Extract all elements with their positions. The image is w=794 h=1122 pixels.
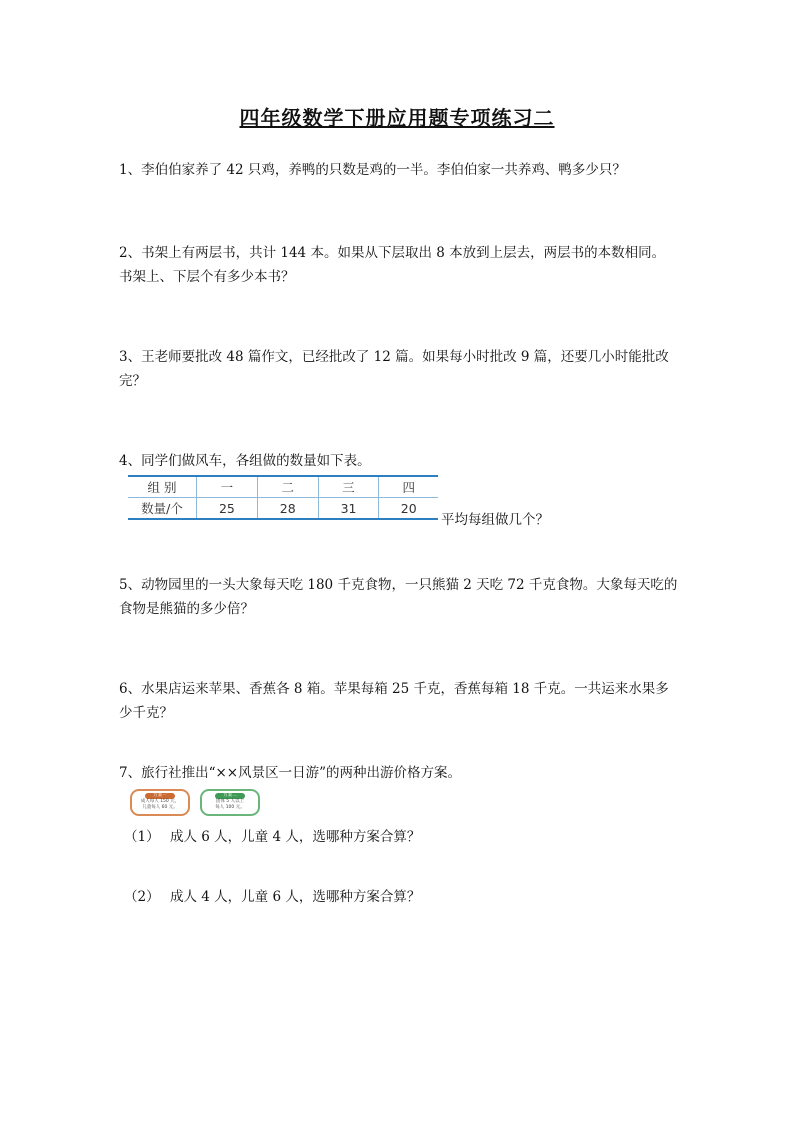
table-row bbox=[128, 498, 438, 520]
question-5 bbox=[119, 573, 689, 621]
price-plan-card-2 bbox=[200, 789, 260, 816]
table-cell: 组 别 bbox=[128, 476, 197, 498]
question-2-line-1: 2、书架上有两层书，共计 144 本。如果从下层取出 8 本放到上层去，两层书的本数相同。 bbox=[119, 245, 666, 261]
part-number: （1） bbox=[124, 829, 160, 845]
question-5-line-1: 5、动物园里的一头大象每天吃 180 千克食物，一只熊猫 2 天吃 72 千克食物。大象每天吃的 bbox=[119, 577, 678, 593]
question-6-line-2: 少千克？ bbox=[119, 705, 173, 721]
part-text: 成人 6 人，儿童 4 人，选哪种方案合算？ bbox=[170, 829, 421, 845]
table-cell: 四 bbox=[379, 476, 438, 498]
plan-1-title: 方案一 bbox=[145, 793, 175, 799]
part-number: （2） bbox=[124, 889, 160, 905]
question-7-part-2 bbox=[124, 885, 420, 909]
question-4-prompt: 平均每组做几个？ bbox=[441, 512, 549, 528]
table-row bbox=[128, 476, 438, 498]
plan-2-line-1: 团体 5 人以上 bbox=[215, 799, 245, 804]
question-7-part-1 bbox=[124, 825, 420, 849]
question-5-line-2: 食物是熊猫的多少倍？ bbox=[119, 601, 254, 617]
question-3 bbox=[119, 345, 689, 393]
question-6-line-1: 6、水果店运来苹果、香蕉各 8 箱。苹果每箱 25 千克，香蕉每箱 18 千克。一共运来水果多 bbox=[119, 681, 669, 697]
question-4: 4、同学们做风车，各组做的数量如下表。 bbox=[119, 453, 371, 469]
table-cell: 28 bbox=[257, 498, 318, 520]
table-cell: 三 bbox=[318, 476, 379, 498]
plan-2-title: 方案二 bbox=[215, 793, 245, 799]
page-title: 四年级数学下册应用题专项练习二 bbox=[239, 106, 555, 130]
price-plan-card-1 bbox=[130, 789, 190, 816]
plan-2-line-2: 每人 100 元。 bbox=[215, 805, 245, 810]
question-6 bbox=[119, 677, 689, 725]
table-cell: 25 bbox=[197, 498, 258, 520]
plan-1-line-2: 儿童每人 60 元。 bbox=[142, 805, 178, 810]
part-text: 成人 4 人，儿童 6 人，选哪种方案合算？ bbox=[170, 889, 421, 905]
question-1: 1、李伯伯家养了 42 只鸡，养鸭的只数是鸡的一半。李伯伯家一共养鸡、鸭多少只？ bbox=[119, 162, 626, 178]
windmill-table bbox=[128, 475, 440, 521]
table-cell: 一 bbox=[197, 476, 258, 498]
table-cell: 数量/个 bbox=[128, 498, 197, 520]
question-7: 7、旅行社推出“××风景区一日游”的两种出游价格方案。 bbox=[119, 765, 462, 781]
table-cell: 20 bbox=[379, 498, 438, 520]
question-2 bbox=[119, 241, 689, 289]
plan-1-line-1: 成人每人 150 元， bbox=[140, 799, 180, 804]
question-3-line-1: 3、王老师要批改 48 篇作文，已经批改了 12 篇。如果每小时批改 9 篇，还要几小时能批改 bbox=[119, 349, 669, 365]
question-2-line-2: 书架上、下层个有多少本书？ bbox=[119, 269, 295, 285]
table-cell: 二 bbox=[257, 476, 318, 498]
table-cell: 31 bbox=[318, 498, 379, 520]
question-3-line-2: 完？ bbox=[119, 373, 146, 389]
